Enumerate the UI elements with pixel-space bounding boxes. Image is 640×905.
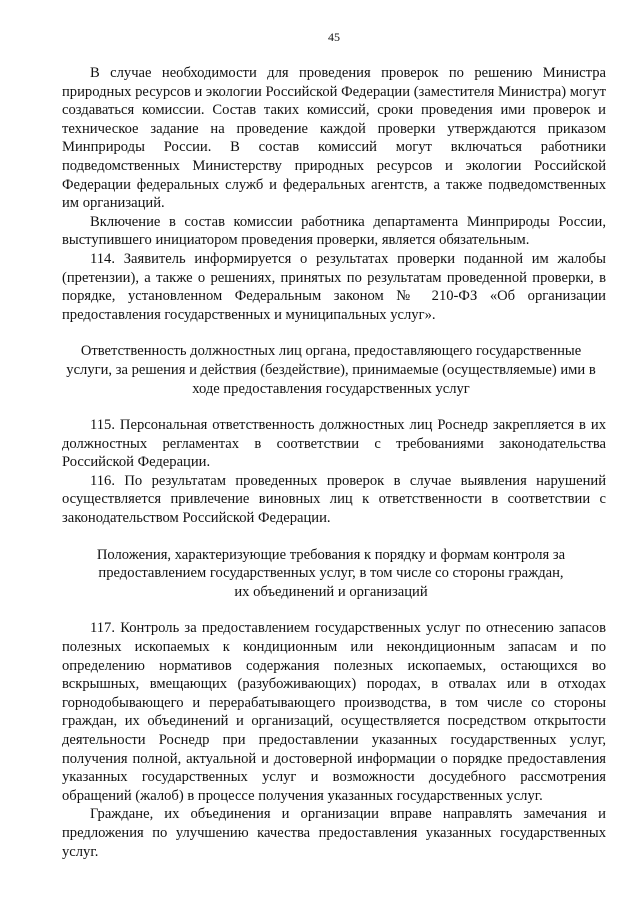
- text-block-responsibility: [62, 416, 606, 528]
- heading-line: предоставлением государственных услуг, в том числе со стороны граждан,: [98, 565, 564, 582]
- paragraph-commission-inclusion: Включение в состав комиссии работника департамента Минприроды России, выступившего инициатором проведения проверки, является обязательным.: [62, 213, 606, 249]
- text-block-control: [62, 619, 606, 861]
- paragraph-commissions: В случае необходимости для проведения проверок по решению Министра природных ресурсов и экологии Российской Федерации (заместителя Министра) могут создаваться комиссии. Состав таких комиссий, сроки проведения ими проверок и техническое задание на проведение каждой проверки утверждаются приказом Минприроды России. В состав комиссий могут включаться работники подведомственных Министерству природных ресурсов и экологии Российской Федерации федеральных служб и федеральных агентств, а также подведомственных им организаций.: [62, 65, 606, 212]
- section-heading-responsibility: [62, 342, 600, 398]
- heading-line: Положения, характеризующие требования к порядку и формам контроля за: [96, 546, 566, 563]
- heading-line: их объединений и организаций: [234, 583, 428, 600]
- heading-line: Ответственность должностных лиц органа, предоставляющего государственные: [80, 343, 582, 360]
- paragraph-114: 114. Заявитель информируется о результатах проверки поданной им жалобы (претензии), а также о решениях, принятых по результатам проведенной проверки, в порядке, установленном Федеральным законом № 210-ФЗ «Об организации предоставления государственных и муниципальных услуг».: [62, 250, 606, 323]
- heading-line: ходе предоставления государственных услуг: [192, 380, 470, 397]
- paragraph-115: 115. Персональная ответственность должностных лиц Роснедр закрепляется в их должностных регламентах в соответствии с требованиями законодательства Российской Федерации.: [62, 417, 606, 471]
- section-heading-control: [62, 546, 600, 602]
- page-number: 45: [328, 30, 340, 44]
- paragraph-citizens-proposals: Граждане, их объединения и организации вправе направлять замечания и предложения по улучшению качества предоставления указанных государственных услуг.: [62, 806, 606, 860]
- heading-line: услуги, за решения и действия (бездействие), принимаемые (осуществляемые) ими в: [66, 361, 596, 378]
- text-block-commissions: [62, 64, 606, 324]
- paragraph-116: 116. По результатам проведенных проверок в случае выявления нарушений осуществляется привлечение виновных лиц к ответственности в соответствии с законодательством Российской Федерации.: [62, 472, 606, 527]
- paragraph-117: 117. Контроль за предоставлением государственных услуг по отнесению запасов полезных ископаемых к кондиционным или некондиционным запасам и по определению нормативов содержания полезных ископаемых, остающихся во вскрышных, вмещающих (разубоживающих) породах, в отвалах или в отходах горнодобывающего и перерабатывающего производства, в том числе со стороны граждан, их объединений и организаций, осуществляется посредством открытости деятельности Роснедр при предоставлении указанных государственных услуг, получения полной, актуальной и достоверной информации о порядке предоставления указанных государственных услуг и возможности досудебного рассмотрения обращений (жалоб) в процессе получения указанных государственных услуг.: [62, 620, 606, 804]
